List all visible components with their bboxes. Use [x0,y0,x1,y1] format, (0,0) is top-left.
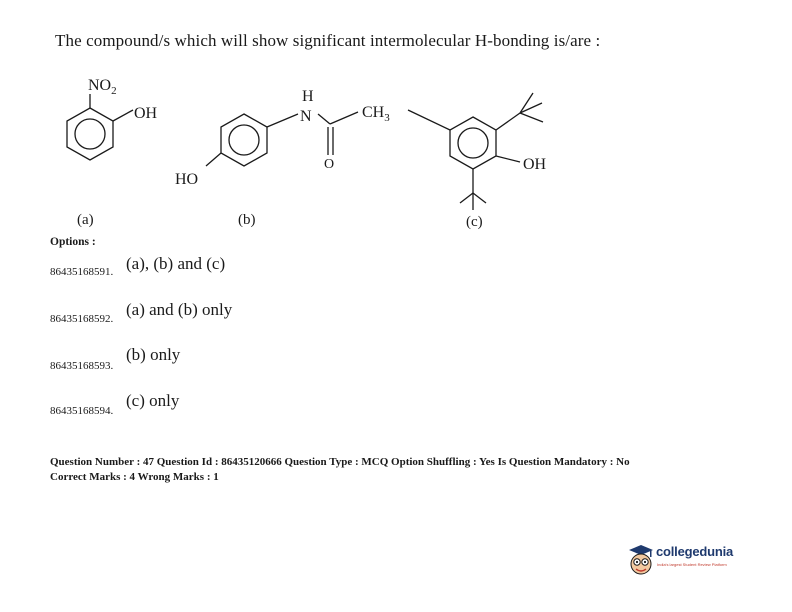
collegedunia-logo[interactable] [626,540,756,580]
structure-b-ho: HO [175,171,199,188]
structure-a [67,77,158,228]
structure-b [175,88,390,228]
option-3[interactable]: (b) only [126,345,181,364]
structure-b-ch3: $CH_3$ [362,104,390,124]
structure-b-o: O [324,157,335,172]
question-text: The compound/s which will show significant intermolecular H-bonding is/are : [55,31,601,50]
question-meta-line2: Correct Marks : 4 Wrong Marks : 1 [50,471,219,483]
option-4[interactable]: (c) only [126,391,180,410]
logo-tagline: India's largest Student Review Platform [657,562,727,567]
structure-b-h: H [302,88,314,105]
option-2[interactable]: (a) and (b) only [126,300,233,319]
structure-a-oh: OH [134,105,158,122]
option-1[interactable]: (a), (b) and (c) [126,254,226,273]
structure-b-n: N [300,108,312,125]
graduate-mascot-icon [626,540,656,580]
question-meta-line1: Question Number : 47 Question Id : 86435120666 Question Type : MCQ Option Shuffling : Yes Is Question Mandatory : No [50,456,630,468]
structure-a-label: (a) [77,212,94,228]
structure-c-oh: OH [523,156,547,173]
structure-b-label: (b) [238,212,256,228]
chemical-structures [0,0,792,240]
logo-name: collegedunia [656,544,734,559]
structure-a-no2: $NO_2$ [88,77,117,97]
option-id-3: 86435168593. [50,360,114,372]
option-id-2: 86435168592. [50,313,114,325]
structure-c [408,93,547,230]
structure-c-label: (c) [466,214,483,230]
options-label: Options : [50,236,96,248]
option-id-1: 86435168591. [50,266,114,278]
option-id-4: 86435168594. [50,405,114,417]
